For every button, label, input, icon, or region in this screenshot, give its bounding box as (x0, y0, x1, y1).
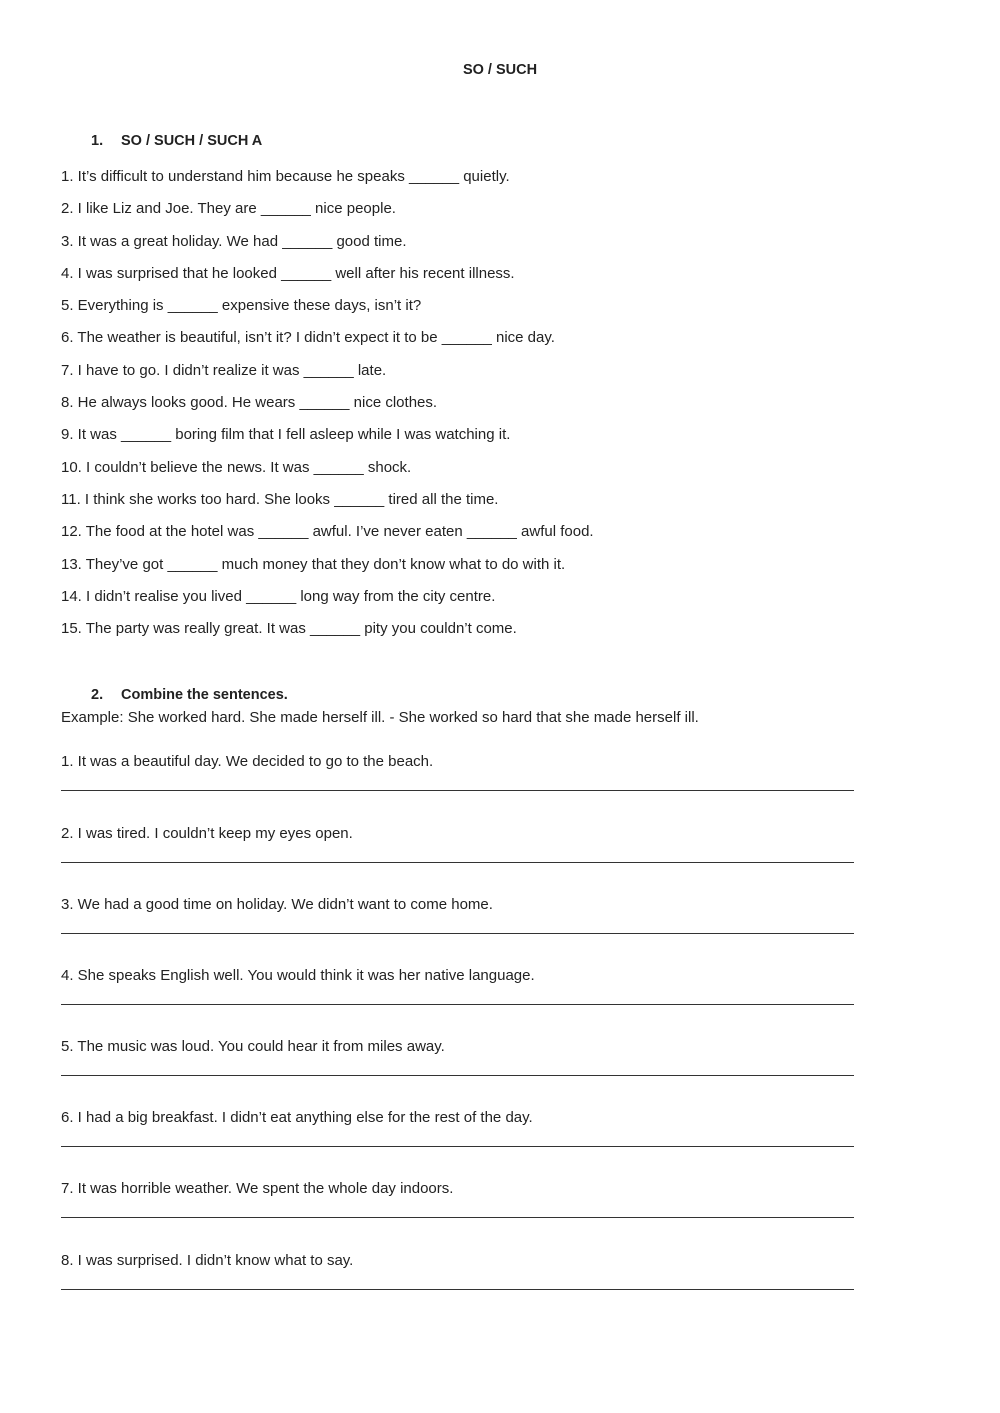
exercise-1-item: 9. It was ______ boring film that I fell asleep while I was watching it. (61, 426, 511, 444)
exercise-2-prompt: 5. The music was loud. You could hear it from miles away. (61, 1038, 445, 1055)
exercise-1-item: 6. The weather is beautiful, isn’t it? I didn’t expect it to be ______ nice day. (61, 329, 555, 347)
exercise-1-list (61, 167, 594, 651)
exercise-2-item (61, 824, 855, 844)
exercise-1-item: 5. Everything is ______ expensive these days, isn’t it? (61, 297, 422, 315)
answer-line[interactable] (61, 1217, 854, 1218)
exercise-2-prompt: 7. It was horrible weather. We spent the whole day indoors. (61, 1180, 454, 1197)
exercise-2-item (61, 1037, 855, 1057)
exercise-1-item: 15. The party was really great. It was ______ pity you couldn’t come. (61, 620, 517, 638)
exercise-2-prompt: 2. I was tired. I couldn’t keep my eyes open. (61, 825, 353, 842)
exercise-2-item (61, 752, 855, 772)
exercise-2-item (61, 895, 855, 915)
section-2-title: Combine the sentences. (121, 687, 288, 703)
exercise-1-item: 4. I was surprised that he looked ______ well after his recent illness. (61, 264, 515, 282)
example-sentence: Example: She worked hard. She made herself ill. - She worked so hard that she made herself ill. (61, 709, 699, 726)
exercise-1-item: 13. They’ve got ______ much money that they don’t know what to do with it. (61, 555, 566, 573)
exercise-1-item: 12. The food at the hotel was ______ awful. I’ve never eaten ______ awful food. (61, 523, 594, 541)
answer-line[interactable] (61, 862, 854, 863)
exercise-1-item: 7. I have to go. I didn’t realize it was ______ late. (61, 361, 387, 379)
exercise-2-item (61, 1251, 855, 1271)
section-1-heading (91, 133, 262, 149)
exercise-2-prompt: 1. It was a beautiful day. We decided to go to the beach. (61, 753, 434, 770)
exercise-2-prompt: 6. I had a big breakfast. I didn’t eat anything else for the rest of the day. (61, 1109, 533, 1126)
exercise-2-item (61, 1179, 855, 1199)
exercise-1-item: 2. I like Liz and Joe. They are ______ nice people. (61, 200, 396, 218)
exercise-1-item: 3. It was a great holiday. We had ______ good time. (61, 232, 407, 250)
exercise-2-item (61, 966, 855, 986)
exercise-1-item: 14. I didn’t realise you lived ______ long way from the city centre. (61, 587, 496, 605)
answer-line[interactable] (61, 1289, 854, 1290)
answer-line[interactable] (61, 1075, 854, 1076)
exercise-1-item: 10. I couldn’t believe the news. It was ______ shock. (61, 458, 412, 476)
answer-line[interactable] (61, 1004, 854, 1005)
page-title: SO / SUCH (462, 62, 538, 78)
exercise-1-item: 8. He always looks good. He wears ______ nice clothes. (61, 394, 438, 412)
exercise-2-prompt: 8. I was surprised. I didn’t know what to say. (61, 1252, 354, 1269)
exercise-2-prompt: 4. She speaks English well. You would think it was her native language. (61, 967, 535, 984)
answer-line[interactable] (61, 790, 854, 791)
section-1-number: 1. (91, 133, 104, 149)
answer-line[interactable] (61, 1146, 854, 1147)
section-2-heading (91, 687, 288, 703)
answer-line[interactable] (61, 933, 854, 934)
exercise-2-item (61, 1108, 855, 1128)
exercise-1-item: 11. I think she works too hard. She looks ______ tired all the time. (61, 490, 499, 508)
section-1-title: SO / SUCH / SUCH A (121, 133, 263, 149)
exercise-2-prompt: 3. We had a good time on holiday. We didn’t want to come home. (61, 896, 493, 913)
exercise-1-item: 1. It’s difficult to understand him because he speaks ______ quietly. (61, 168, 510, 185)
section-2-number: 2. (91, 687, 104, 703)
